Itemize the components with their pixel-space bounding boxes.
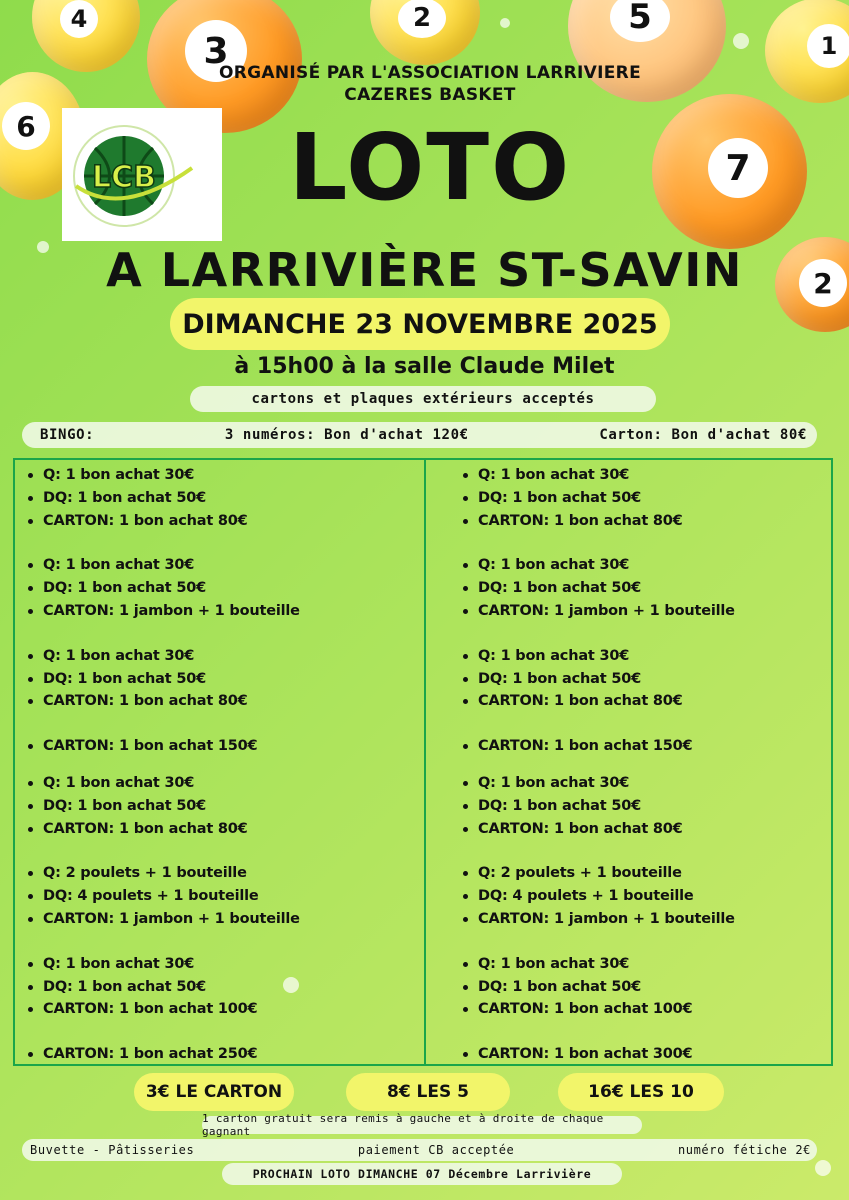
grid-divider bbox=[424, 460, 426, 1064]
prize-block bbox=[460, 862, 735, 930]
prize-item: Q: 1 bon achat 30€ bbox=[25, 772, 300, 795]
prize-item: CARTON: 1 bon achat 150€ bbox=[460, 735, 735, 758]
prize-block bbox=[25, 645, 300, 713]
lottery-ball bbox=[652, 94, 807, 249]
ball-number: 7 bbox=[708, 138, 768, 198]
prize-column-left bbox=[25, 464, 300, 1066]
fetiche-text: numéro fétiche 2€ bbox=[677, 1143, 811, 1157]
prize-item: CARTON: 1 bon achat 80€ bbox=[460, 818, 735, 841]
prize-block bbox=[25, 735, 300, 758]
page-title: LOTO bbox=[288, 114, 572, 221]
basketball-logo-icon bbox=[62, 108, 222, 241]
prize-item: DQ: 1 bon achat 50€ bbox=[460, 577, 735, 600]
free-carton-text: 1 carton gratuit sera remis à gauche et à droite de chaque gagnant bbox=[202, 1112, 604, 1138]
ball-number: 4 bbox=[60, 0, 98, 38]
price-label: 3€ LE CARTON bbox=[145, 1082, 283, 1102]
prize-item: CARTON: 1 bon achat 80€ bbox=[25, 818, 300, 841]
bingo-bar bbox=[22, 422, 817, 448]
next-loto-bar bbox=[222, 1163, 622, 1185]
prize-item: Q: 1 bon achat 30€ bbox=[25, 464, 300, 487]
prize-block bbox=[25, 554, 300, 622]
price-1-carton bbox=[134, 1073, 294, 1111]
buvette-text: Buvette - Pâtisseries bbox=[30, 1143, 195, 1157]
prize-item: CARTON: 1 bon achat 100€ bbox=[25, 998, 300, 1021]
prize-block bbox=[460, 464, 735, 532]
bingo-three-numbers: 3 numéros: Bon d'achat 120€ bbox=[224, 427, 469, 443]
prize-column-right bbox=[460, 464, 735, 1066]
lottery-ball bbox=[370, 0, 480, 65]
next-loto-text: PROCHAIN LOTO DIMANCHE 07 Décembre Larrivière bbox=[252, 1167, 592, 1181]
prize-item: CARTON: 1 bon achat 150€ bbox=[25, 735, 300, 758]
bubble bbox=[733, 33, 749, 49]
prize-item: Q: 1 bon achat 30€ bbox=[25, 554, 300, 577]
price-10-cartons bbox=[558, 1073, 724, 1111]
club-logo bbox=[62, 108, 222, 241]
prize-item: CARTON: 1 bon achat 300€ bbox=[460, 1043, 735, 1066]
ball-number: 6 bbox=[2, 102, 50, 150]
price-label: 8€ LES 5 bbox=[386, 1082, 469, 1102]
payment-text: paiement CB acceptée bbox=[357, 1143, 515, 1157]
prize-block bbox=[460, 554, 735, 622]
event-date bbox=[170, 298, 670, 350]
ball-number: 2 bbox=[398, 0, 446, 38]
prize-item: Q: 1 bon achat 30€ bbox=[460, 772, 735, 795]
bubble bbox=[815, 1160, 831, 1176]
lottery-ball bbox=[765, 0, 849, 103]
prize-item: DQ: 1 bon achat 50€ bbox=[460, 668, 735, 691]
prize-block bbox=[25, 772, 300, 840]
logo-text: LCB bbox=[92, 160, 156, 195]
prize-block bbox=[25, 862, 300, 930]
organizer bbox=[170, 62, 690, 106]
prize-block bbox=[25, 1043, 300, 1066]
prize-item: DQ: 1 bon achat 50€ bbox=[460, 487, 735, 510]
prize-item: DQ: 4 poulets + 1 bouteille bbox=[25, 885, 300, 908]
cartons-note bbox=[190, 386, 656, 412]
prize-item: CARTON: 1 bon achat 80€ bbox=[460, 690, 735, 713]
cartons-note-text: cartons et plaques extérieurs acceptés bbox=[251, 391, 595, 407]
prize-item: DQ: 1 bon achat 50€ bbox=[460, 976, 735, 999]
prize-item: Q: 2 poulets + 1 bouteille bbox=[25, 862, 300, 885]
prize-block bbox=[460, 1043, 735, 1066]
prize-item: DQ: 1 bon achat 50€ bbox=[25, 487, 300, 510]
prize-block bbox=[460, 772, 735, 840]
prize-item: CARTON: 1 bon achat 80€ bbox=[460, 510, 735, 533]
prize-item: DQ: 1 bon achat 50€ bbox=[25, 795, 300, 818]
prize-item: CARTON: 1 jambon + 1 bouteille bbox=[25, 908, 300, 931]
prize-block bbox=[25, 953, 300, 1021]
prize-grid bbox=[13, 458, 833, 1066]
ball-number: 3 bbox=[185, 20, 247, 82]
ball-number: 5 bbox=[610, 0, 670, 42]
ball-number: 1 bbox=[807, 24, 849, 68]
prize-item: Q: 1 bon achat 30€ bbox=[25, 645, 300, 668]
prize-item: CARTON: 1 bon achat 80€ bbox=[25, 690, 300, 713]
lottery-ball bbox=[32, 0, 140, 72]
prize-item: DQ: 4 poulets + 1 bouteille bbox=[460, 885, 735, 908]
free-carton-note bbox=[202, 1112, 642, 1138]
prize-item: Q: 1 bon achat 30€ bbox=[460, 953, 735, 976]
ball-number: 2 bbox=[799, 259, 847, 307]
prize-item: DQ: 1 bon achat 50€ bbox=[460, 795, 735, 818]
location-heading: A LARRIVIÈRE ST-SAVIN bbox=[106, 243, 743, 297]
prize-item: Q: 2 poulets + 1 bouteille bbox=[460, 862, 735, 885]
prize-block bbox=[25, 464, 300, 532]
price-5-cartons bbox=[346, 1073, 510, 1111]
prize-item: CARTON: 1 bon achat 80€ bbox=[25, 510, 300, 533]
prize-block bbox=[460, 735, 735, 758]
prize-item: Q: 1 bon achat 30€ bbox=[460, 645, 735, 668]
prize-block bbox=[460, 953, 735, 1021]
organizer-line-1: ORGANISÉ PAR L'ASSOCIATION LARRIVIERE bbox=[219, 63, 641, 83]
prize-item: Q: 1 bon achat 30€ bbox=[460, 554, 735, 577]
bingo-carton: Carton: Bon d'achat 80€ bbox=[599, 427, 807, 443]
prize-item: CARTON: 1 bon achat 250€ bbox=[25, 1043, 300, 1066]
organizer-line-2: CAZERES BASKET bbox=[344, 85, 516, 105]
prize-item: DQ: 1 bon achat 50€ bbox=[25, 976, 300, 999]
prize-item: CARTON: 1 bon achat 100€ bbox=[460, 998, 735, 1021]
price-label: 16€ LES 10 bbox=[588, 1082, 694, 1102]
prize-item: Q: 1 bon achat 30€ bbox=[460, 464, 735, 487]
prize-block bbox=[460, 645, 735, 713]
prize-item: CARTON: 1 jambon + 1 bouteille bbox=[25, 600, 300, 623]
bingo-label: BINGO: bbox=[40, 427, 95, 443]
prize-item: DQ: 1 bon achat 50€ bbox=[25, 668, 300, 691]
event-date-text: DIMANCHE 23 NOVEMBRE 2025 bbox=[182, 308, 658, 340]
prize-item: Q: 1 bon achat 30€ bbox=[25, 953, 300, 976]
prize-item: CARTON: 1 jambon + 1 bouteille bbox=[460, 908, 735, 931]
prize-item: CARTON: 1 jambon + 1 bouteille bbox=[460, 600, 735, 623]
footer-bar bbox=[22, 1139, 817, 1161]
prize-item: DQ: 1 bon achat 50€ bbox=[25, 577, 300, 600]
time-place: à 15h00 à la salle Claude Milet bbox=[234, 354, 615, 379]
bubble bbox=[500, 18, 510, 28]
